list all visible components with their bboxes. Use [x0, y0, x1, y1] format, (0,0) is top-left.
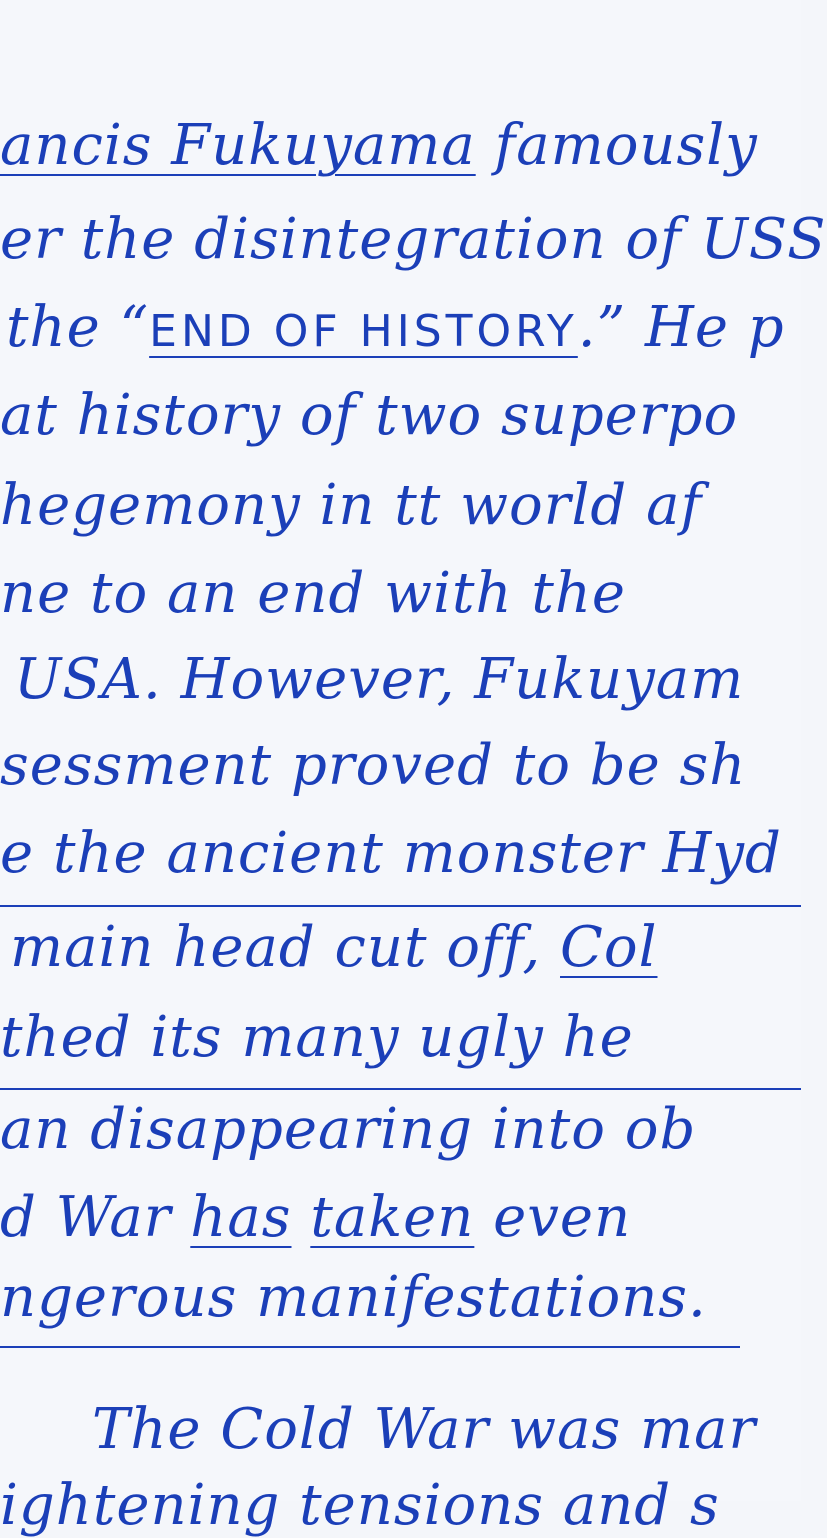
underline-rule-2	[0, 1088, 801, 1090]
text-line-3: the “END OF HISTORY.” He p	[6, 295, 785, 360]
text-line-8: sessment proved to be sh	[0, 733, 747, 798]
text-line-2: er the disintegration of USS	[0, 207, 827, 272]
text-line-13: d War has taken even	[0, 1185, 632, 1250]
underlined-taken: taken	[310, 1185, 475, 1250]
end-of-history-phrase: END OF HISTORY	[149, 306, 578, 357]
text-line-9: e the ancient monster Hyd	[0, 821, 782, 886]
underlined-name: ancis Fukuyama	[0, 113, 476, 178]
underlined-has: has	[190, 1185, 292, 1250]
text-line-12: an disappearing into ob	[0, 1097, 697, 1162]
underlined-cold: Col	[560, 915, 658, 980]
underline-rule-3	[0, 1346, 740, 1348]
underline-rule-1	[0, 905, 801, 907]
text-line-1: ancis Fukuyama famously	[0, 113, 758, 178]
text-line-15: The Cold War was mar	[92, 1397, 757, 1462]
text-line-4: at history of two superpo	[0, 383, 739, 448]
text-line-16: ightening tensions and s	[0, 1473, 720, 1538]
text-line-7: USA. However, Fukuyam	[14, 647, 745, 712]
text-line-11: thed its many ugly he	[0, 1005, 634, 1070]
text-line-14: ngerous manifestations.	[0, 1265, 707, 1330]
text-line-6: ne to an end with the	[0, 561, 627, 626]
text-line-10: main head cut off, Col	[10, 915, 658, 980]
text-line-5: hegemony in tt world af	[0, 473, 703, 538]
